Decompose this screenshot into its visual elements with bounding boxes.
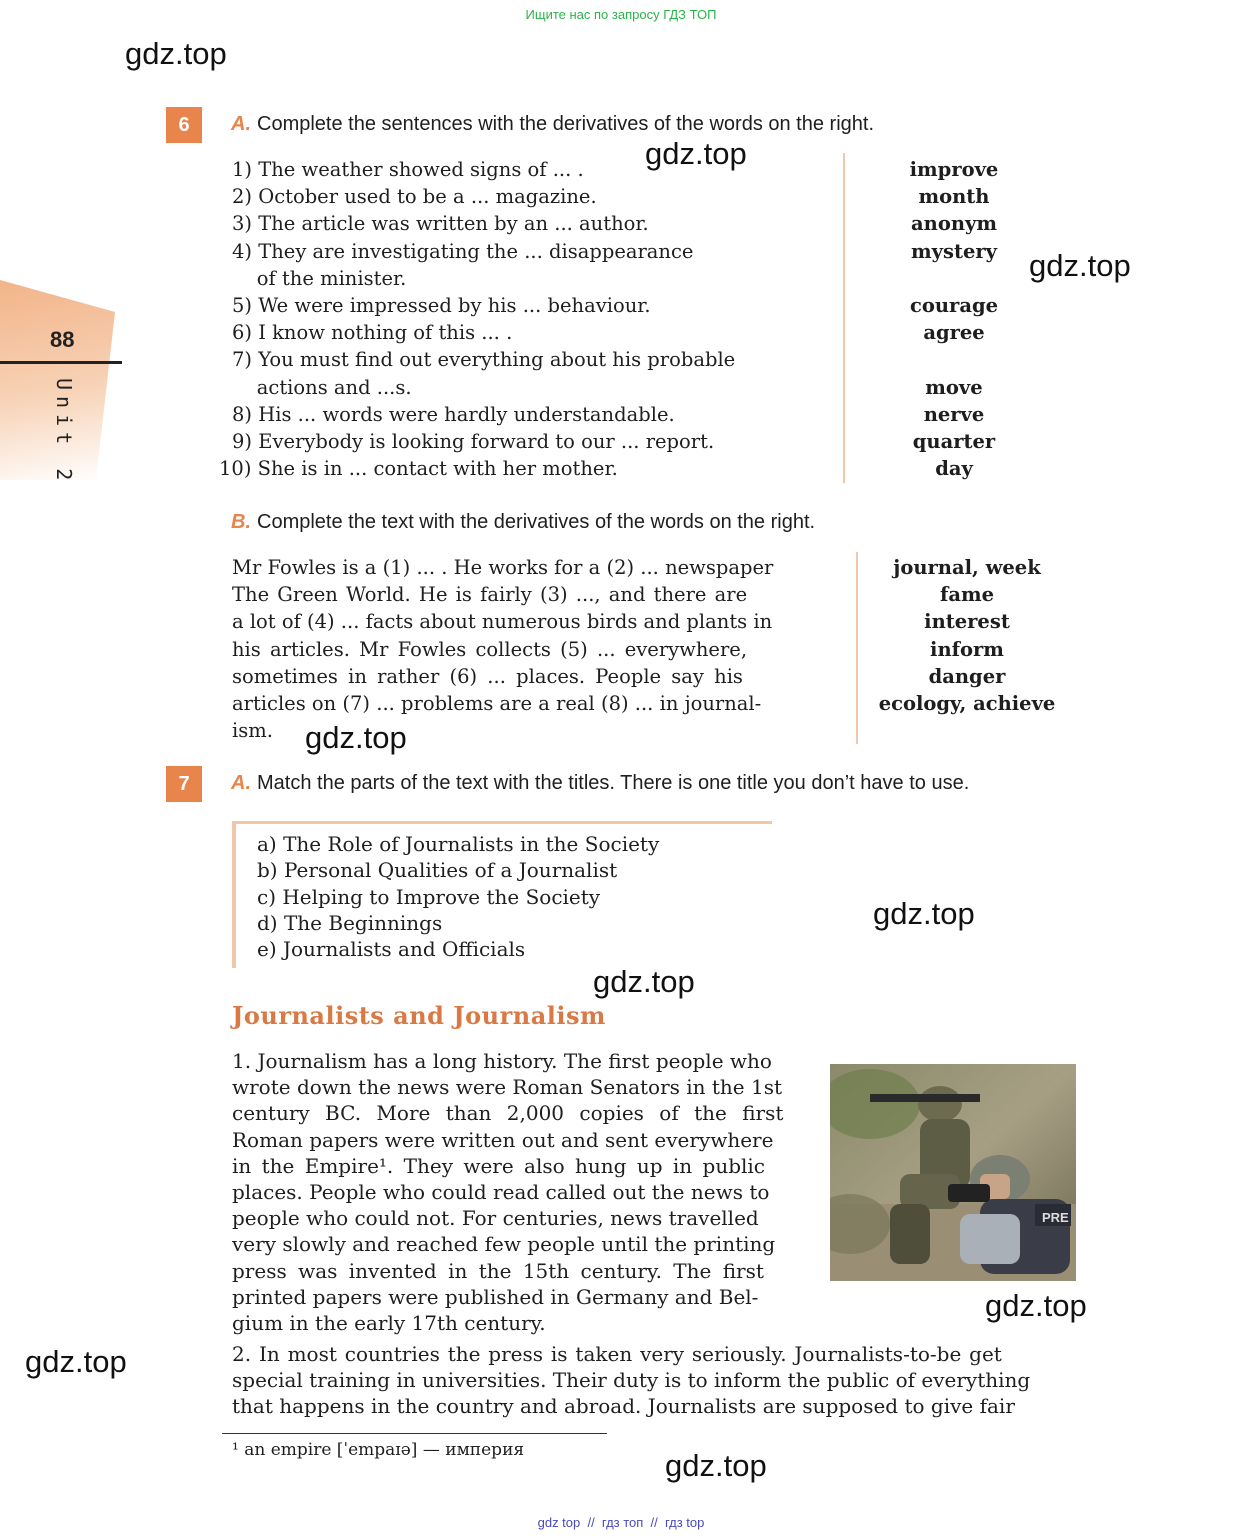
sentence: actions and ...s. (232, 375, 412, 399)
watermark: gdz.top (593, 964, 695, 999)
sentence: 9) Everybody is looking forward to our ... report. (232, 430, 715, 454)
word: courage (909, 294, 998, 317)
word: improve (909, 158, 999, 181)
word: nerve (923, 402, 985, 426)
exercise-6a-sentences (219, 156, 735, 482)
sentence: 8) His ... words were hardly understandable. (232, 402, 675, 426)
sentence: 6) I know nothing of this ... . (232, 321, 513, 345)
titles-list (257, 831, 659, 962)
word: month (918, 185, 990, 209)
text-line: very slowly and reached few people until the printing (232, 1232, 776, 1257)
exercise-6b-text: Complete the text with the derivatives of the words on the right. (257, 511, 816, 533)
sentence: 3) The article was written by an ... author. (232, 212, 649, 236)
text-line: press was invented in the 15th century. The first (232, 1258, 764, 1283)
watermark: gdz.top (1029, 248, 1131, 283)
exercise-6-number: 6 (166, 107, 202, 143)
word: interest (924, 610, 1010, 634)
page-number: 88 (50, 327, 75, 352)
footnote-rule (222, 1433, 607, 1434)
title-option: d) The Beginnings (257, 910, 443, 935)
title-option: a) The Role of Journalists in the Society (257, 832, 660, 856)
section-title: Journalists and Journalism (232, 1001, 606, 1030)
exercise-7a-instruction (231, 772, 969, 795)
text-line: gium in the early 17th century. (232, 1311, 546, 1336)
watermark: gdz.top (665, 1448, 767, 1483)
journalist-photo (830, 1064, 1076, 1281)
exercise-6a-words (884, 156, 1024, 482)
exercise-6b-text-block (232, 554, 807, 744)
top-banner: Ищите нас по запросу ГДЗ ТОП (525, 7, 717, 22)
word: danger (928, 664, 1006, 688)
word: ecology, achieve (878, 692, 1056, 716)
text-line: special training in universities. Their duty is to inform the public of everything (232, 1368, 1031, 1393)
sentence: of the minister. (232, 266, 407, 290)
sentence: 10) She is in ... contact with her mother. (219, 457, 618, 481)
word: mystery (911, 239, 997, 263)
word (884, 265, 1024, 292)
text-line: that happens in the country and abroad. Journalists are supposed to give fair (232, 1394, 1015, 1419)
text-line: century BC. More than 2,000 copies of the first (232, 1101, 784, 1126)
sentence: 2) October used to be a ... magazine. (232, 185, 597, 209)
exercise-6a-text: Complete the sentences with the derivatives of the words on the right. (257, 113, 875, 135)
sentence: 4) They are investigating the ... disappearance (232, 239, 694, 263)
text-line: people who could not. For centuries, news travelled (232, 1206, 759, 1231)
watermark: gdz.top (125, 36, 227, 71)
exercise-6b-letter: B. (231, 511, 251, 533)
watermark: gdz.top (985, 1288, 1087, 1323)
word: journal, week (893, 556, 1041, 579)
paragraph-2 (232, 1341, 1076, 1420)
text-line: sometimes in rather (6) ... places. People say his (232, 664, 743, 688)
word (884, 346, 1024, 373)
titles-box-top-border (232, 821, 772, 824)
word: move (925, 375, 983, 399)
exercise-6b-words (872, 554, 1062, 717)
text-line: articles on (7) ... problems are a real (8) ... in journal- (232, 692, 762, 716)
unit-label: Unit 2 (52, 378, 76, 487)
text-line: in the Empire¹. They were also hung up in public (232, 1153, 766, 1178)
sentence: 5) We were impressed by his ... behaviour. (232, 294, 651, 318)
text-line: The Green World. He is fairly (3) ..., and there are (232, 583, 748, 607)
exercise-7a-letter: A. (231, 772, 251, 794)
exercise-6a-instruction (231, 113, 874, 136)
sentence: 7) You must find out everything about his probable (232, 348, 736, 372)
divider-line (856, 552, 858, 744)
svg-text:PRE: PRE (1042, 1210, 1069, 1225)
exercise-6b-instruction (231, 511, 815, 534)
watermark: gdz.top (873, 896, 975, 931)
word: quarter (912, 430, 996, 453)
watermark: gdz.top (25, 1344, 127, 1379)
watermark: gdz.top (305, 720, 407, 755)
text-line: 2. In most countries the press is taken very seriously. Journalists-to-be get (232, 1342, 1002, 1366)
footer-banner: gdz top // гдз топ // гдз top (537, 1515, 705, 1530)
footnote: ¹ an empire [ˈempaɪə] — империя (232, 1440, 525, 1460)
exercise-7a-text: Match the parts of the text with the titles. There is one title you don’t have to use. (257, 772, 970, 794)
watermark: gdz.top (645, 136, 747, 171)
word: anonym (911, 212, 997, 236)
divider-line (843, 153, 845, 483)
exercise-6a-letter: A. (231, 113, 251, 135)
title-option: b) Personal Qualities of a Journalist (257, 858, 618, 883)
title-option: c) Helping to Improve the Society (257, 884, 601, 909)
word: day (935, 457, 973, 481)
text-line: Mr Fowles is a (1) ... . He works for a (2) ... newspaper (232, 556, 774, 579)
paragraph-1 (232, 1048, 802, 1336)
title-option: e) Journalists and Officials (257, 937, 526, 962)
word: inform (930, 637, 1004, 661)
sentence: 1) The weather showed signs of ... . (232, 158, 584, 181)
text-line: 1. Journalism has a long history. The first people who (232, 1049, 772, 1073)
text-line: wrote down the news were Roman Senators in the 1st (232, 1075, 783, 1100)
titles-box-left-border (232, 821, 236, 968)
word: agree (923, 321, 985, 345)
text-line: his articles. Mr Fowles collects (5) ... everywhere, (232, 637, 748, 661)
text-line: a lot of (4) ... facts about numerous birds and plants in (232, 610, 773, 634)
exercise-7-number: 7 (166, 766, 202, 802)
word: fame (939, 583, 995, 607)
text-line: printed papers were published in Germany and Bel- (232, 1284, 759, 1309)
text-line: ism. (232, 719, 273, 743)
text-line: places. People who could read called out the news to (232, 1180, 770, 1205)
page-rule (0, 361, 122, 364)
journalist-photo-illustration (830, 1064, 1076, 1281)
text-line: Roman papers were written out and sent everywhere (232, 1127, 774, 1152)
